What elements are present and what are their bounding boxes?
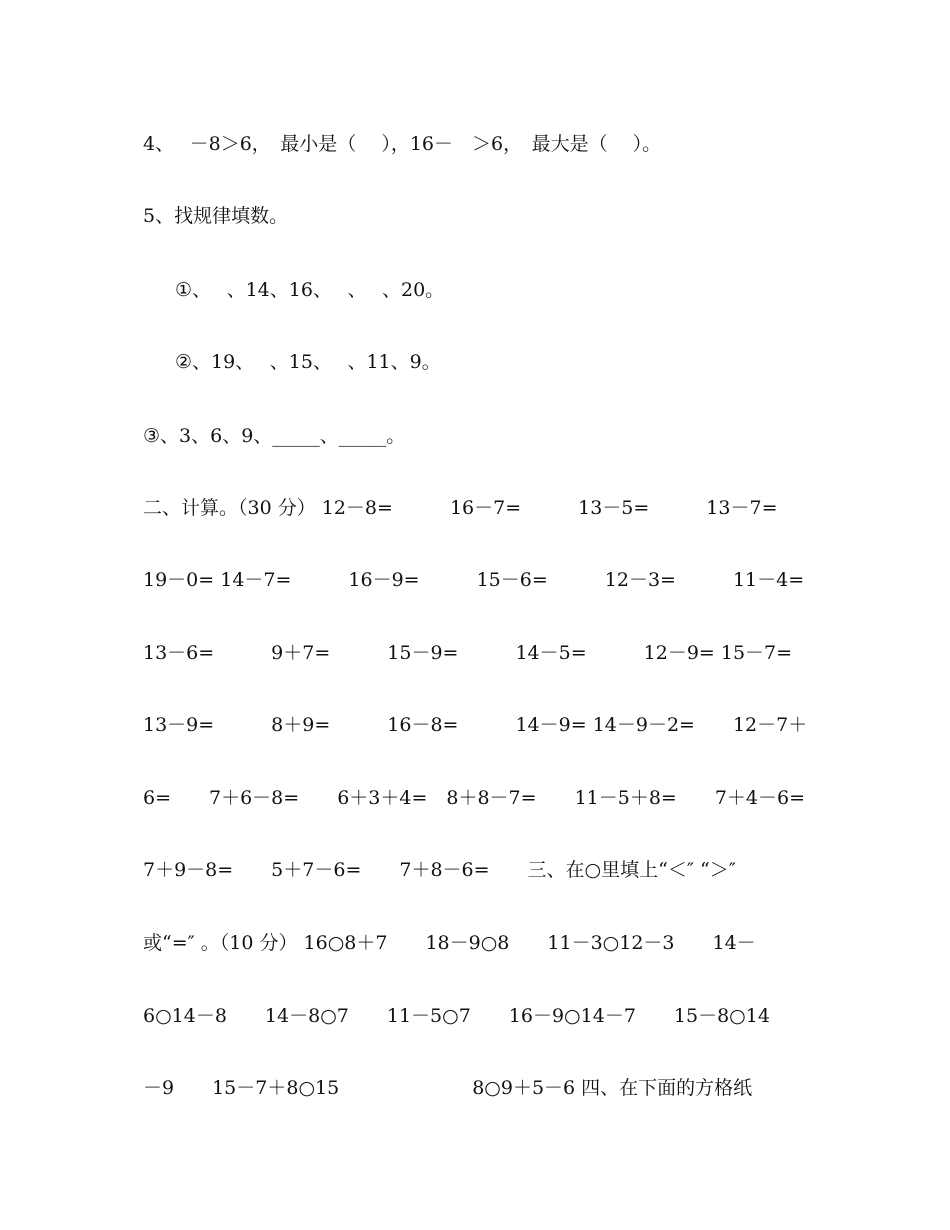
line-12: 或“=″ 。（10 分） 16○8＋7 18－9○8 11－3○12－3 14－ [143, 932, 756, 954]
line-7: 19－0= 14－7= 16－9= 15－6= 12－3= 11－4= [143, 569, 805, 591]
line-14: －9 15－7＋8○15 8○9＋5－6 四、在下面的方格纸 [143, 1077, 753, 1099]
line-1: 4、 －8＞6， 最小是（ ），16－ ＞6， 最大是（ ）。 [143, 133, 662, 155]
line-5: ③、3、6、9、_____、_____。 [143, 425, 406, 447]
line-13: 6○14－8 14－8○7 11－5○7 16－9○14－7 15－8○14 [143, 1005, 770, 1027]
line-11: 7＋9－8= 5＋7－6= 7＋8－6= 三、在○里填上“＜″ “＞″ [143, 859, 736, 881]
line-2: 5、找规律填数。 [143, 205, 289, 227]
line-6: 二、计算。（30 分） 12－8= 16－7= 13－5= 13－7= [143, 497, 778, 519]
line-8: 13－6= 9＋7= 15－9= 14－5= 12－9= 15－7= [143, 642, 793, 664]
line-10: 6= 7＋6－8= 6＋3＋4= 8＋8－7= 11－5＋8= 7＋4－6= [143, 787, 806, 809]
line-4: ②、19、 、15、 、11、9。 [175, 351, 441, 373]
line-9: 13－9= 8＋9= 16－8= 14－9= 14－9－2= 12－7＋ [143, 714, 808, 736]
line-3: ①、 、14、16、 、 、20。 [175, 279, 445, 301]
